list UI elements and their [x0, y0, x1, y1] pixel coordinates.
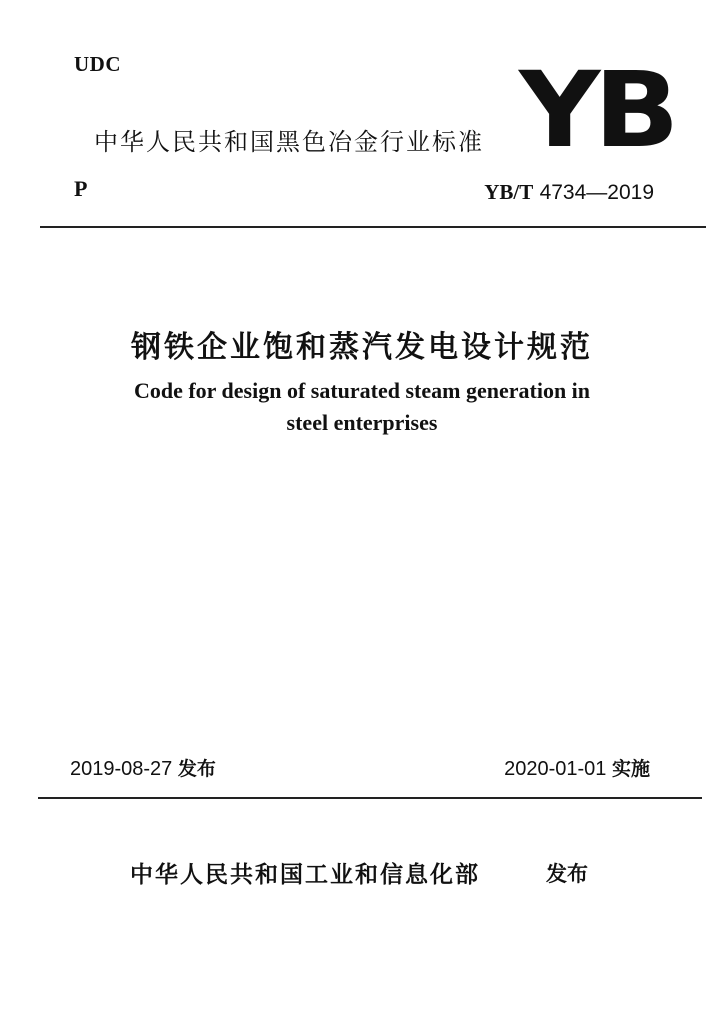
document-title-en-line2: steel enterprises [286, 410, 438, 435]
implementation-date [504, 754, 650, 781]
industry-standard-title: 中华人民共和国黑色冶金行业标准 [94, 128, 484, 156]
standard-number-value: 4734—2019 [539, 181, 654, 204]
footer-divider [38, 797, 702, 799]
udc-label: UDC [74, 52, 121, 76]
issue-date [70, 754, 216, 781]
implementation-label: 实施 [611, 758, 650, 780]
publish-label: 发布 [546, 862, 588, 886]
header-divider [40, 226, 706, 228]
issue-label: 发布 [177, 758, 216, 780]
standard-prefix: YB/T [484, 180, 534, 204]
yb-logo: YB [519, 49, 673, 171]
publisher: 中华人民共和国工业和信息化部 [130, 862, 480, 888]
issue-date-value: 2019-08-27 [70, 758, 173, 780]
standard-number [484, 180, 654, 205]
category-code: P [74, 176, 88, 201]
document-title-cn: 钢铁企业饱和蒸汽发电设计规范 [131, 330, 593, 365]
implementation-date-value: 2020-01-01 [504, 758, 607, 780]
document-title-en-line1: Code for design of saturated steam generation in [133, 378, 591, 403]
